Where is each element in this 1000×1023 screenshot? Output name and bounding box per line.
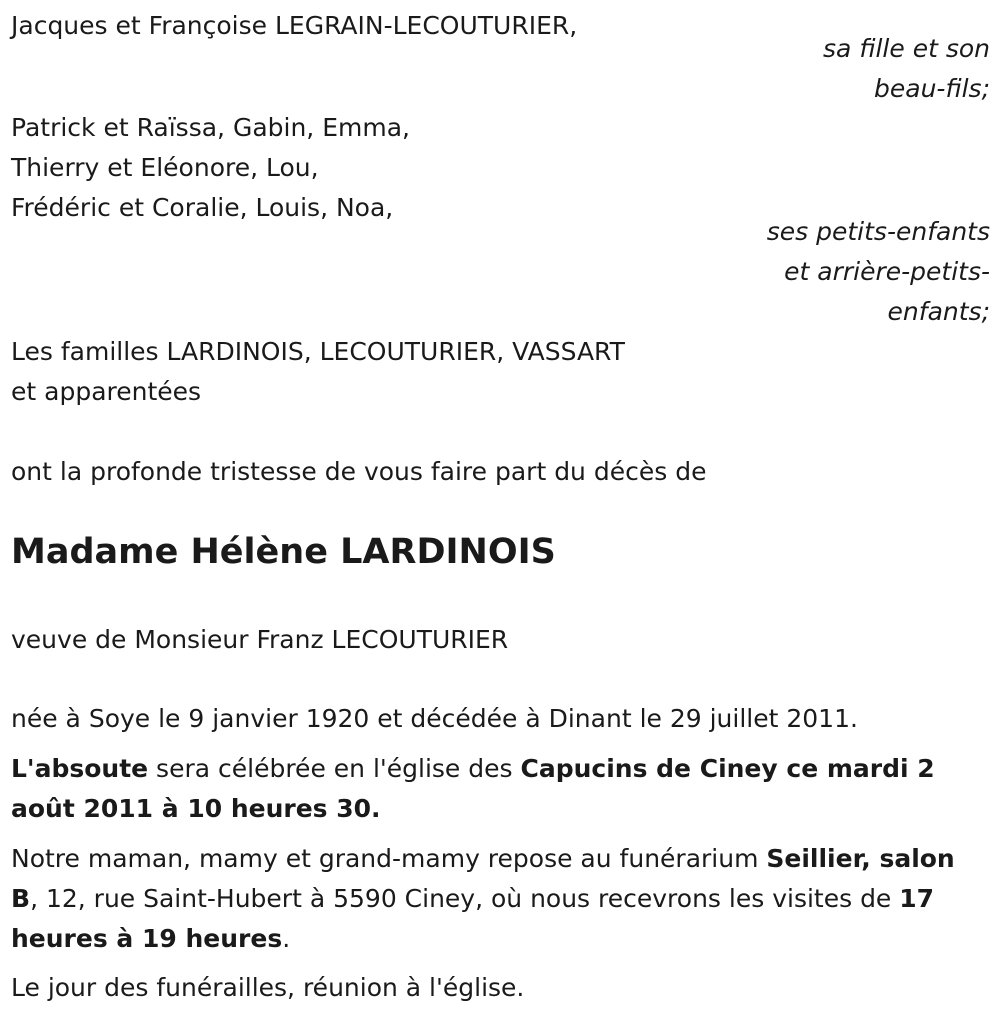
grandchildren-role-line-2: et arrière-petits- <box>784 257 990 286</box>
grandchildren-role-line-3: enfants; <box>887 297 990 326</box>
children-names: Jacques et Françoise LEGRAIN-LECOUTURIER, <box>11 11 578 40</box>
families-line-2: et apparentées <box>11 377 202 406</box>
visitation-text-1: Notre maman, mamy et grand-mamy repose au funérarium <box>11 844 767 873</box>
children-role-line-2: beau-fils; <box>874 74 990 103</box>
visitation-bold-1: Seillier, salon B <box>11 844 955 913</box>
grandchildren-line-3: Frédéric et Coralie, Louis, Noa, <box>11 193 394 222</box>
visitation-text-2: , 12, rue Saint-Hubert à 5590 Ciney, où nous recevrons les visites de <box>30 884 900 913</box>
visitation-bold-2: 17 heures à 19 heures <box>11 884 935 953</box>
ceremony-bold-2: Capucins de Ciney ce mardi 2 août 2011 à 10 heures 30. <box>11 754 935 823</box>
grandchildren-line-1: Patrick et Raïssa, Gabin, Emma, <box>11 113 410 142</box>
ceremony-text-1: sera célébrée en l'église des <box>148 754 521 783</box>
grandchildren-line-2: Thierry et Eléonore, Lou, <box>11 153 319 182</box>
children-role-line-1: sa fille et son <box>823 34 990 63</box>
visitation-paragraph <box>11 839 986 959</box>
ceremony-paragraph <box>11 749 986 829</box>
widow-of: veuve de Monsieur Franz LECOUTURIER <box>11 625 509 654</box>
funeral-day-note: Le jour des funérailles, réunion à l'église. <box>11 973 525 1002</box>
deceased-name: Madame Hélène LARDINOIS <box>11 532 556 572</box>
ceremony-bold-1: L'absoute <box>11 754 149 783</box>
announcement-text: ont la profonde tristesse de vous faire part du décès de <box>11 457 707 486</box>
visitation-text-3: . <box>282 924 291 953</box>
families-line-1: Les familles LARDINOIS, LECOUTURIER, VASSART <box>11 337 625 366</box>
birth-death-dates: née à Soye le 9 janvier 1920 et décédée à Dinant le 29 juillet 2011. <box>11 704 858 733</box>
grandchildren-role-line-1: ses petits-enfants <box>766 217 990 246</box>
